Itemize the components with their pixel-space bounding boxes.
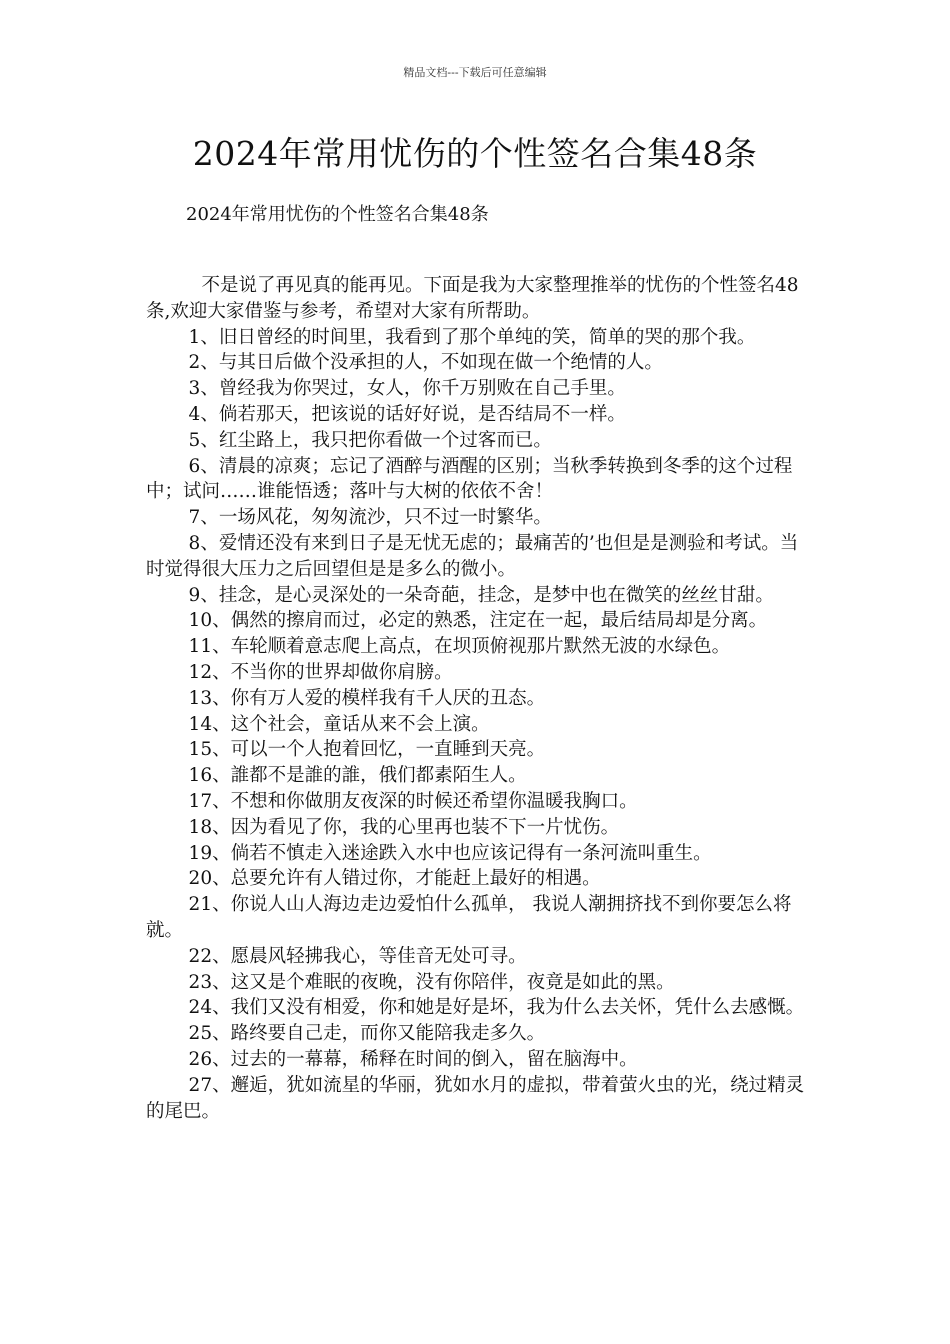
list-item: 5、红尘路上，我只把你看做一个过客而已。 [188, 429, 552, 451]
list-item: 18、因为看见了你，我的心里再也装不下一片忧伤。 [188, 816, 620, 838]
page-header: 精品文档---下载后可任意编辑 [403, 66, 547, 79]
list-item: 6、清晨的凉爽；忘记了酒醉与酒醒的区别；当秋季转换到冬季的这个过程中；试问……谁能悟透；落叶与大树的依依不舍！ [146, 455, 793, 503]
list-item: 10、偶然的擦肩而过，必定的熟悉，注定在一起，最后结局却是分离。 [188, 610, 768, 632]
list-item: 24、我们又没有相爱，你和她是好是坏，我为什么去关怀，凭什么去感慨。 [188, 997, 805, 1019]
list-item: 1、旧日曾经的时间里，我看到了那个单纯的笑，简单的哭的那个我。 [188, 326, 756, 348]
list-item: 8、爱情还没有来到日子是无忧无虑的；最痛苦的’也但是是测验和考试。当时觉得很大压力之后回望但是是多么的微小。 [146, 532, 799, 580]
list-item: 13、你有万人爱的模样我有千人厌的丑态。 [188, 687, 546, 709]
list-item: 19、倘若不慎走入迷途跌入水中也应该记得有一条河流叫重生。 [188, 842, 712, 864]
list-item: 17、不想和你做朋友夜深的时候还希望你温暖我胸口。 [188, 790, 638, 812]
list-item: 2、与其日后做个没承担的人，不如现在做一个绝情的人。 [188, 352, 663, 374]
list-item: 12、不当你的世界却做你肩膀。 [188, 661, 453, 683]
list-item: 23、这又是个难眠的夜晚，没有你陪伴，夜竟是如此的黑。 [188, 971, 675, 993]
list-item: 3、曾经我为你哭过，女人，你千万别败在自己手里。 [188, 378, 626, 400]
intro-paragraph: 不是说了再见真的能再见。下面是我为大家整理推举的忧伤的个性签名48条,欢迎大家借鉴与参考，希望对大家有所帮助。 [146, 275, 799, 322]
list-item: 14、这个社会，童话从来不会上演。 [188, 713, 490, 735]
list-item: 4、倘若那天，把该说的话好好说，是否结局不一样。 [188, 403, 626, 425]
list-item: 7、一场风花，匆匆流沙，只不过一时繁华。 [188, 507, 552, 529]
list-item: 9、挂念，是心灵深处的一朵奇葩，挂念，是梦中也在微笑的丝丝甘甜。 [188, 584, 774, 606]
document-subtitle: 2024年常用忧伤的个性签名合集48条 [186, 204, 489, 225]
list-item: 21、你说人山人海边走边爱怕什么孤单， 我说人潮拥挤找不到你要怎么将就。 [146, 894, 792, 941]
list-item: 27、邂逅，犹如流星的华丽，犹如水月的虚拟，带着萤火虫的光，绕过精灵的尾巴。 [146, 1074, 805, 1122]
list-item: 15、可以一个人抱着回忆，一直睡到天亮。 [188, 739, 546, 761]
list-item: 11、车轮顺着意志爬上高点，在坝顶俯视那片默然无波的水绿色。 [188, 636, 731, 658]
list-item: 20、总要允许有人错过你，才能赶上最好的相遇。 [188, 868, 601, 890]
list-item: 22、愿晨风轻拂我心，等佳音无处可寻。 [188, 945, 527, 967]
document-title: 2024年常用忧伤的个性签名合集48条 [192, 134, 758, 173]
list-item: 25、路终要自己走，而你又能陪我走多久。 [188, 1023, 546, 1045]
list-item: 26、过去的一幕幕，稀释在时间的倒入，留在脑海中。 [188, 1048, 638, 1070]
list-item: 16、誰都不是誰的誰，俄们都素陌生人。 [188, 765, 527, 787]
document-body [146, 273, 810, 1124]
